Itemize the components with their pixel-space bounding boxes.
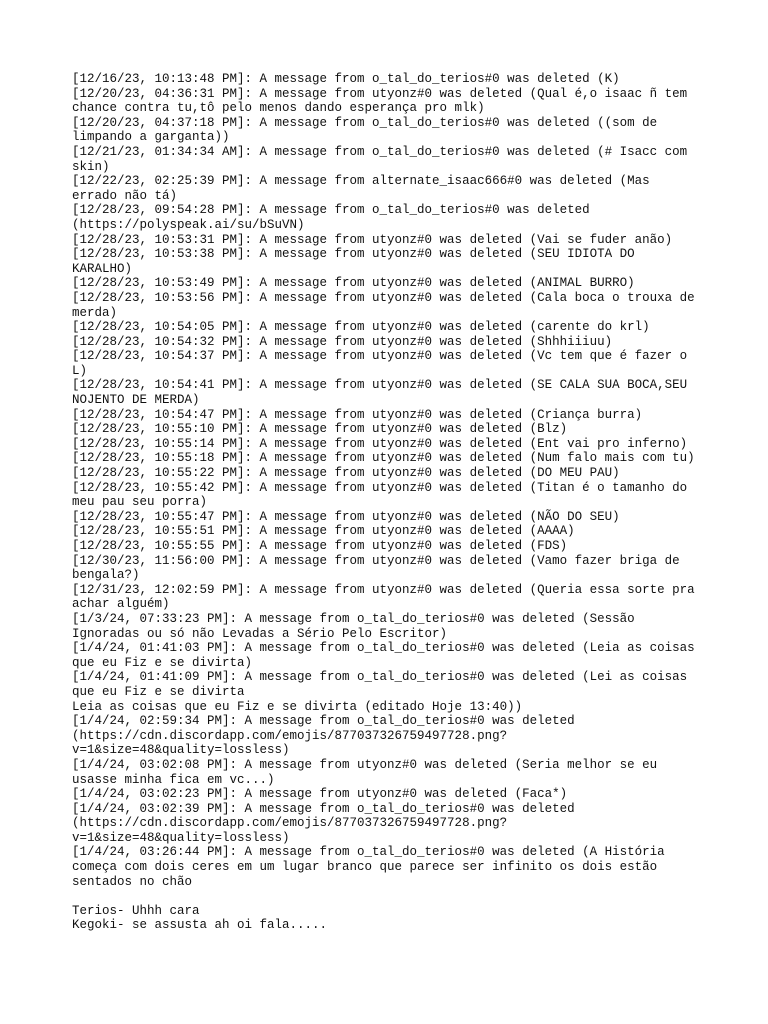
log-line: [12/28/23, 10:53:38 PM]: A message from utyonz#0 was deleted (SEU IDIOTA DO bbox=[72, 247, 635, 262]
log-line: (https://polyspeak.ai/su/bSuVN) bbox=[72, 217, 305, 232]
log-line: [12/28/23, 10:54:37 PM]: A message from utyonz#0 was deleted (Vc tem que é fazer o bbox=[72, 349, 688, 364]
log-line: (https://cdn.discordapp.com/emojis/877037326759497728.png? bbox=[72, 728, 508, 743]
log-line: Leia as coisas que eu Fiz e se divirta (editado Hoje 13:40)) bbox=[72, 699, 523, 714]
log-line: [12/20/23, 04:37:18 PM]: A message from o_tal_do_terios#0 was deleted ((som de bbox=[72, 115, 658, 130]
log-line: [12/28/23, 10:55:47 PM]: A message from utyonz#0 was deleted (NÃO DO SEU) bbox=[72, 509, 620, 524]
log-line: [12/30/23, 11:56:00 PM]: A message from utyonz#0 was deleted (Vamo fazer briga de bbox=[72, 553, 680, 568]
log-line: [12/28/23, 10:55:14 PM]: A message from utyonz#0 was deleted (Ent vai pro inferno) bbox=[72, 436, 688, 451]
log-line: [1/3/24, 07:33:23 PM]: A message from o_tal_do_terios#0 was deleted (Sessão bbox=[72, 611, 635, 626]
log-line: [12/28/23, 10:54:32 PM]: A message from utyonz#0 was deleted (Shhhiiiuu) bbox=[72, 334, 613, 349]
log-line: [1/4/24, 03:02:08 PM]: A message from utyonz#0 was deleted (Seria melhor se eu bbox=[72, 757, 658, 772]
log-line: v=1&size=48&quality=lossless) bbox=[72, 830, 290, 845]
log-line: [12/28/23, 10:54:41 PM]: A message from utyonz#0 was deleted (SE CALA SUA BOCA,SEU bbox=[72, 378, 688, 393]
log-line: que eu Fiz e se divirta bbox=[72, 684, 245, 699]
log-line: L) bbox=[72, 363, 88, 378]
log-line: [1/4/24, 03:02:39 PM]: A message from o_tal_do_terios#0 was deleted bbox=[72, 801, 575, 816]
log-line: merda) bbox=[72, 305, 118, 320]
log-line: limpando a garganta)) bbox=[72, 130, 230, 145]
log-line bbox=[72, 889, 712, 904]
deleted-messages-log bbox=[72, 72, 712, 933]
log-line: [1/4/24, 02:59:34 PM]: A message from o_tal_do_terios#0 was deleted bbox=[72, 714, 575, 729]
log-line: [12/28/23, 10:54:47 PM]: A message from utyonz#0 was deleted (Criança burra) bbox=[72, 407, 643, 422]
log-line: [12/28/23, 10:53:49 PM]: A message from utyonz#0 was deleted (ANIMAL BURRO) bbox=[72, 276, 635, 291]
log-line: (https://cdn.discordapp.com/emojis/877037326759497728.png? bbox=[72, 816, 508, 831]
log-line: começa com dois ceres em um lugar branco que parece ser infinito os dois estão bbox=[72, 860, 658, 875]
log-line: achar alguém) bbox=[72, 597, 170, 612]
log-line: [12/28/23, 10:55:22 PM]: A message from utyonz#0 was deleted (DO MEU PAU) bbox=[72, 466, 620, 481]
log-line: [12/28/23, 10:54:05 PM]: A message from utyonz#0 was deleted (carente do krl) bbox=[72, 320, 650, 335]
log-line: [12/28/23, 09:54:28 PM]: A message from o_tal_do_terios#0 was deleted bbox=[72, 203, 590, 218]
log-line: [12/28/23, 10:55:10 PM]: A message from utyonz#0 was deleted (Blz) bbox=[72, 422, 568, 437]
log-line: [1/4/24, 01:41:03 PM]: A message from o_tal_do_terios#0 was deleted (Leia as coisas bbox=[72, 641, 695, 656]
log-line: [12/21/23, 01:34:34 AM]: A message from o_tal_do_terios#0 was deleted (# Isacc com bbox=[72, 144, 688, 159]
log-line: errado não tá) bbox=[72, 188, 178, 203]
log-line: sentados no chão bbox=[72, 874, 193, 889]
log-line: KARALHO) bbox=[72, 261, 133, 276]
log-line: [12/20/23, 04:36:31 PM]: A message from utyonz#0 was deleted (Qual é,o isaac ñ tem bbox=[72, 86, 688, 101]
log-line: Kegoki- se assusta ah oi fala..... bbox=[72, 918, 328, 933]
log-line: [12/28/23, 10:53:31 PM]: A message from utyonz#0 was deleted (Vai se fuder anão) bbox=[72, 232, 673, 247]
log-line: [12/28/23, 10:55:42 PM]: A message from utyonz#0 was deleted (Titan é o tamanho do bbox=[72, 480, 688, 495]
log-line: [12/28/23, 10:55:51 PM]: A message from utyonz#0 was deleted (AAAA) bbox=[72, 524, 575, 539]
log-line: [12/28/23, 10:55:18 PM]: A message from utyonz#0 was deleted (Num falo mais com tu) bbox=[72, 451, 695, 466]
log-line: [12/16/23, 10:13:48 PM]: A message from o_tal_do_terios#0 was deleted (K) bbox=[72, 72, 620, 86]
log-line: [12/28/23, 10:55:55 PM]: A message from utyonz#0 was deleted (FDS) bbox=[72, 539, 568, 553]
log-line: v=1&size=48&quality=lossless) bbox=[72, 743, 290, 758]
log-line: [12/22/23, 02:25:39 PM]: A message from alternate_isaac666#0 was deleted (Mas bbox=[72, 174, 650, 189]
log-line: meu pau seu porra) bbox=[72, 495, 208, 510]
log-line: Ignoradas ou só não Levadas a Sério Pelo Escritor) bbox=[72, 626, 448, 641]
log-line: que eu Fiz e se divirta) bbox=[72, 655, 253, 670]
log-line: [12/28/23, 10:53:56 PM]: A message from utyonz#0 was deleted (Cala boca o trouxa de bbox=[72, 290, 695, 305]
log-line: Terios- Uhhh cara bbox=[72, 903, 200, 918]
log-line: [1/4/24, 03:26:44 PM]: A message from o_tal_do_terios#0 was deleted (A História bbox=[72, 845, 665, 860]
log-line: bengala?) bbox=[72, 568, 140, 583]
log-line: NOJENTO DE MERDA) bbox=[72, 393, 200, 408]
log-line: [1/4/24, 03:02:23 PM]: A message from utyonz#0 was deleted (Faca*) bbox=[72, 787, 568, 802]
log-line: usasse minha fica em vc...) bbox=[72, 772, 275, 787]
log-line: chance contra tu,tô pelo menos dando esperança pro mlk) bbox=[72, 101, 485, 116]
log-line: skin) bbox=[72, 159, 110, 174]
log-line: [12/31/23, 12:02:59 PM]: A message from utyonz#0 was deleted (Queria essa sorte pra bbox=[72, 582, 695, 597]
log-line: [1/4/24, 01:41:09 PM]: A message from o_tal_do_terios#0 was deleted (Lei as coisas bbox=[72, 670, 688, 685]
